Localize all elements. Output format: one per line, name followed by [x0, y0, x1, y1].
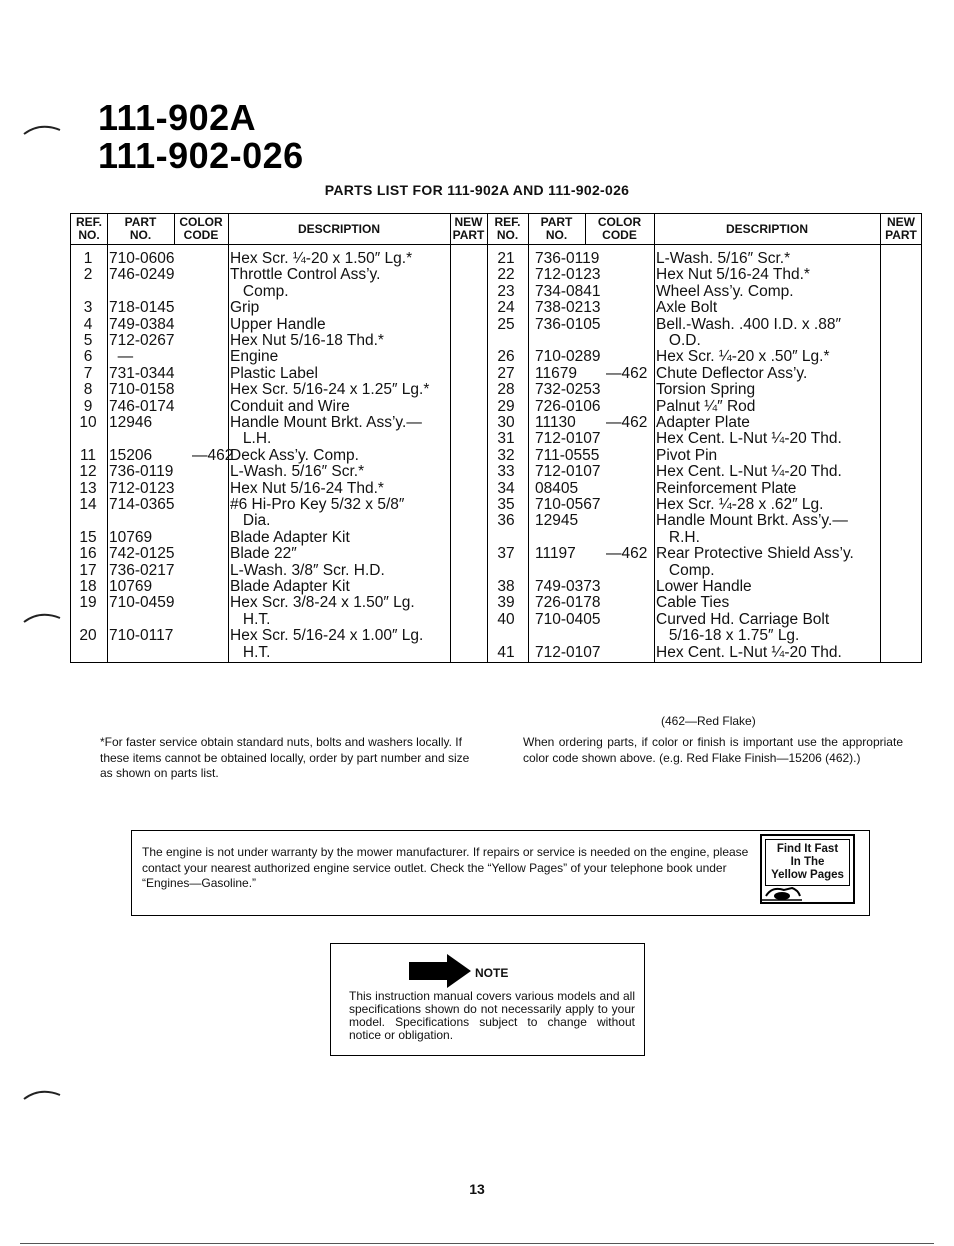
description-cell: Engine [230, 348, 279, 366]
part-no-cell: 712-0107 [535, 430, 601, 448]
table-row [71, 595, 921, 611]
part-no-cell: 710-0158 [109, 381, 175, 399]
ref-cell: 14 [79, 496, 97, 513]
part-no-cell: 736-0217 [109, 561, 175, 579]
ref-cell: 34 [497, 479, 515, 497]
table-row [71, 251, 921, 267]
description-cell: H.T. [230, 610, 271, 628]
color-code-cell: —462 [606, 364, 648, 382]
description-cell: Hex Nut 5/16-24 Thd.* [656, 266, 810, 284]
description-cell: Throttle Control Ass’y. [230, 266, 381, 284]
note-text: This instruction manual covers various models and all specifications shown do not necessarily apply to your model. Specifications subject to change without notice or obligation. [349, 989, 635, 1042]
part-no-cell: 731-0344 [109, 364, 175, 382]
table-row [71, 464, 921, 480]
part-no-cell: 726-0106 [535, 397, 601, 415]
part-no-cell: 12945 [535, 512, 579, 530]
ref-cell: 12 [79, 463, 97, 481]
part-no-cell: 718-0145 [109, 299, 175, 317]
part-no-cell: 711-0555 [535, 446, 600, 464]
page-number: 13 [469, 1181, 485, 1197]
ref-cell: 3 [83, 299, 93, 317]
table-row [71, 563, 921, 579]
description-cell: Comp. [230, 282, 289, 300]
ref-cell: 37 [497, 545, 515, 563]
table-row [71, 300, 921, 316]
yellow-pages-logo [760, 834, 855, 904]
ref-cell: 27 [497, 364, 515, 382]
description-cell: #6 Hi-Pro Key 5/32 x 5/8″ [230, 496, 405, 513]
description-cell: Lower Handle [656, 578, 752, 595]
description-cell: Bell.-Wash. .400 I.D. x .88″ [656, 315, 841, 333]
description-cell: Hex Cent. L-Nut ¼-20 Thd. [656, 643, 842, 661]
description-cell: Blade Adapter Kit [230, 578, 350, 595]
table-row [71, 349, 921, 365]
scan-mark [22, 608, 62, 628]
table-row [71, 628, 921, 644]
parts-table [70, 213, 922, 663]
part-no-cell: 714-0365 [109, 496, 175, 513]
bottom-rule [20, 1243, 934, 1244]
ref-cell: 31 [497, 430, 515, 448]
yellow-pages-line-1: Find It Fast [776, 843, 839, 855]
description-cell: Deck Ass’y. Comp. [230, 446, 359, 464]
ref-cell: 38 [497, 578, 515, 595]
ref-cell: 5 [83, 332, 93, 349]
description-cell: Chute Deflector Ass’y. [656, 364, 808, 382]
footnote-color-code: When ordering parts, if color or finish is important use the appropriate color code shown above. (e.g. Red Flake Finish—15206 (462).) [523, 735, 903, 765]
part-no-cell: 710-0459 [109, 594, 175, 612]
description-cell: Rear Protective Shield Ass’y. [656, 545, 854, 563]
description-cell: O.D. [656, 332, 701, 349]
ref-cell: 32 [497, 446, 515, 464]
header-part-no: PART NO. [124, 215, 157, 242]
ref-cell: 20 [79, 627, 97, 645]
yellow-pages-line-3: Yellow Pages [771, 869, 844, 881]
table-row [71, 579, 921, 595]
ref-cell: 39 [497, 594, 515, 612]
description-cell: Hex Scr. 5/16-24 x 1.25″ Lg.* [230, 381, 430, 399]
ref-cell: 19 [79, 594, 97, 612]
table-row [71, 382, 921, 398]
header-ref-no-2: REF. NO. [494, 215, 521, 242]
description-cell: Comp. [656, 561, 715, 579]
ref-cell: 35 [497, 496, 515, 513]
ref-cell: 13 [79, 479, 97, 497]
part-no-cell: 710-0289 [535, 348, 601, 366]
table-row [71, 481, 921, 497]
ref-cell: 25 [497, 315, 515, 333]
color-code-cell: —462 [192, 446, 234, 464]
table-row [71, 399, 921, 415]
part-no-cell: 15206 [109, 446, 153, 464]
description-cell: Blade Adapter Kit [230, 528, 350, 546]
color-legend: (462—Red Flake) [661, 714, 756, 728]
description-cell: Plastic Label [230, 364, 318, 382]
ref-cell: 21 [497, 250, 515, 267]
table-row [71, 431, 921, 447]
part-no-cell: 08405 [535, 479, 579, 497]
description-cell: Hex Scr. 5/16-24 x 1.00″ Lg. [230, 627, 424, 645]
part-no-cell: 726-0178 [535, 594, 601, 612]
table-row [71, 612, 921, 628]
description-cell: L-Wash. 3/8″ Scr. H.D. [230, 561, 385, 579]
ref-cell: 22 [497, 266, 515, 284]
engine-warranty-text: The engine is not under warranty by the mower manufacturer. If repairs or service is needed on the engine, please contact your nearest authorized engine service outlet. Check the “Yellow Pages” of your telephone book under “Engines—Gasoline.” [142, 845, 749, 890]
description-cell: Handle Mount Brkt. Ass’y.— [230, 414, 422, 431]
ref-cell: 36 [497, 512, 515, 530]
ref-cell: 6 [83, 348, 93, 366]
table-row [71, 415, 921, 431]
description-cell: Grip [230, 299, 260, 317]
part-no-cell: 11679 [535, 364, 577, 382]
part-no-cell: 749-0373 [535, 578, 601, 595]
part-no-cell: 710-0117 [109, 627, 174, 645]
header-new-part: NEW PART [452, 215, 485, 242]
description-cell: H.T. [230, 643, 271, 661]
arrow-icon [409, 954, 471, 988]
part-no-cell: 736-0105 [535, 315, 601, 333]
description-cell: Upper Handle [230, 315, 326, 333]
ref-cell: 17 [79, 561, 97, 579]
description-cell: 5/16-18 x 1.75″ Lg. [656, 627, 800, 645]
part-no-cell: 710-0405 [535, 610, 601, 628]
ref-cell: 28 [497, 381, 515, 399]
table-row [71, 497, 921, 513]
ref-cell: 18 [79, 578, 97, 595]
part-no-cell: 712-0123 [535, 266, 601, 284]
description-cell: Axle Bolt [656, 299, 718, 317]
part-no-cell: 10769 [109, 528, 153, 546]
description-cell: Hex Nut 5/16-24 Thd.* [230, 479, 384, 497]
description-cell: Pivot Pin [656, 446, 718, 464]
table-row [71, 284, 921, 300]
part-no-cell: 12946 [109, 414, 153, 431]
model-title-2: 111-902-026 [98, 135, 304, 176]
ref-cell: 30 [497, 414, 515, 431]
table-row [71, 333, 921, 349]
part-no-cell: 736-0119 [535, 250, 600, 267]
description-cell: Hex Cent. L-Nut ¼-20 Thd. [656, 463, 842, 481]
part-no-cell: 10769 [109, 578, 153, 595]
part-no-cell: 710-0606 [109, 250, 175, 267]
description-cell: Hex Cent. L-Nut ¼-20 Thd. [656, 430, 842, 448]
table-row [71, 546, 921, 562]
description-cell: Torsion Spring [656, 381, 756, 399]
scan-mark [22, 1085, 62, 1105]
part-no-cell: 746-0249 [109, 266, 175, 284]
ref-cell: 10 [79, 414, 97, 431]
note-label: NOTE [475, 966, 509, 980]
header-ref-no: REF. NO. [75, 215, 102, 242]
part-no-cell: 749-0384 [109, 315, 175, 333]
model-title-1: 111-902A [98, 97, 257, 138]
ref-cell: 33 [497, 463, 515, 481]
description-cell: Hex Nut 5/16-18 Thd.* [230, 332, 384, 349]
ref-cell: 40 [497, 610, 515, 628]
ref-cell: 41 [497, 643, 515, 661]
part-no-cell: 712-0107 [535, 643, 601, 661]
description-cell: Wheel Ass’y. Comp. [656, 282, 794, 300]
part-no-cell: 746-0174 [109, 397, 175, 415]
part-no-cell: 11130 [535, 414, 576, 431]
description-cell: Reinforcement Plate [656, 479, 797, 497]
header-new-part-2: NEW PART [885, 215, 917, 242]
part-no-cell: 712-0107 [535, 463, 601, 481]
description-cell: Hex Scr. ¼-20 x .50″ Lg.* [656, 348, 830, 366]
ref-cell: 9 [83, 397, 93, 415]
part-no-cell: — [109, 348, 134, 366]
telephone-icon [762, 884, 802, 902]
description-cell: L-Wash. 5/16″ Scr.* [230, 463, 365, 481]
engine-warranty-box [131, 830, 870, 916]
description-cell: Handle Mount Brkt. Ass’y.— [656, 512, 848, 530]
ref-cell: 26 [497, 348, 515, 366]
parts-list-subtitle: PARTS LIST FOR 111-902A AND 111-902-026 [324, 182, 630, 198]
ref-cell: 8 [83, 381, 93, 399]
part-no-cell: 712-0267 [109, 332, 175, 349]
table-row [71, 530, 921, 546]
description-cell: Cable Ties [656, 594, 730, 612]
description-cell: Hex Scr. 3/8-24 x 1.50″ Lg. [230, 594, 415, 612]
part-no-cell: 732-0253 [535, 381, 601, 399]
color-code-cell: —462 [606, 414, 648, 431]
table-row [71, 513, 921, 529]
header-part-no-2: PART NO. [540, 215, 573, 242]
ref-cell: 7 [83, 364, 93, 382]
ref-cell: 2 [83, 266, 93, 284]
description-cell: Blade 22″ [230, 545, 297, 563]
footnote-hardware: *For faster service obtain standard nuts, bolts and washers locally. If these items cannot be obtained locally, order by part number and size as shown on parts list. [100, 735, 470, 780]
header-color-code: COLOR CODE [179, 215, 223, 242]
table-row [71, 366, 921, 382]
description-cell: R.H. [656, 528, 700, 546]
description-cell: Palnut ¼″ Rod [656, 397, 756, 415]
note-box [330, 943, 645, 1056]
table-row [71, 317, 921, 333]
description-cell: L-Wash. 5/16″ Scr.* [656, 250, 791, 267]
ref-cell: 16 [79, 545, 97, 563]
description-cell: L.H. [230, 430, 272, 448]
scan-mark [22, 120, 62, 140]
part-no-cell: 734-0841 [535, 282, 601, 300]
color-code-cell: —462 [606, 545, 648, 563]
ref-cell: 15 [79, 528, 97, 546]
description-cell: Conduit and Wire [230, 397, 350, 415]
table-row [71, 448, 921, 464]
part-no-cell: 742-0125 [109, 545, 175, 563]
ref-cell: 1 [83, 250, 93, 267]
description-cell: Adapter Plate [656, 414, 750, 431]
description-cell: Hex Scr. ¼-20 x 1.50″ Lg.* [230, 250, 413, 267]
ref-cell: 11 [79, 446, 97, 464]
part-no-cell: 710-0567 [535, 496, 601, 513]
description-cell: Hex Scr. ¼-28 x .62″ Lg. [656, 496, 824, 513]
part-no-cell: 712-0123 [109, 479, 175, 497]
description-cell: Dia. [230, 512, 271, 530]
ref-cell: 4 [83, 315, 93, 333]
part-no-cell: 738-0213 [535, 299, 601, 317]
table-row [71, 267, 921, 283]
ref-cell: 23 [497, 282, 515, 300]
header-color-code-2: COLOR CODE [597, 215, 642, 242]
table-row [71, 645, 921, 661]
header-description: DESCRIPTION [297, 222, 380, 236]
description-cell: Curved Hd. Carriage Bolt [656, 610, 830, 628]
part-no-cell: 11197 [535, 545, 576, 563]
part-no-cell: 736-0119 [109, 463, 174, 481]
yellow-pages-line-2: In The [790, 856, 825, 868]
ref-cell: 24 [497, 299, 515, 317]
header-description-2: DESCRIPTION [725, 222, 808, 236]
ref-cell: 29 [497, 397, 515, 415]
